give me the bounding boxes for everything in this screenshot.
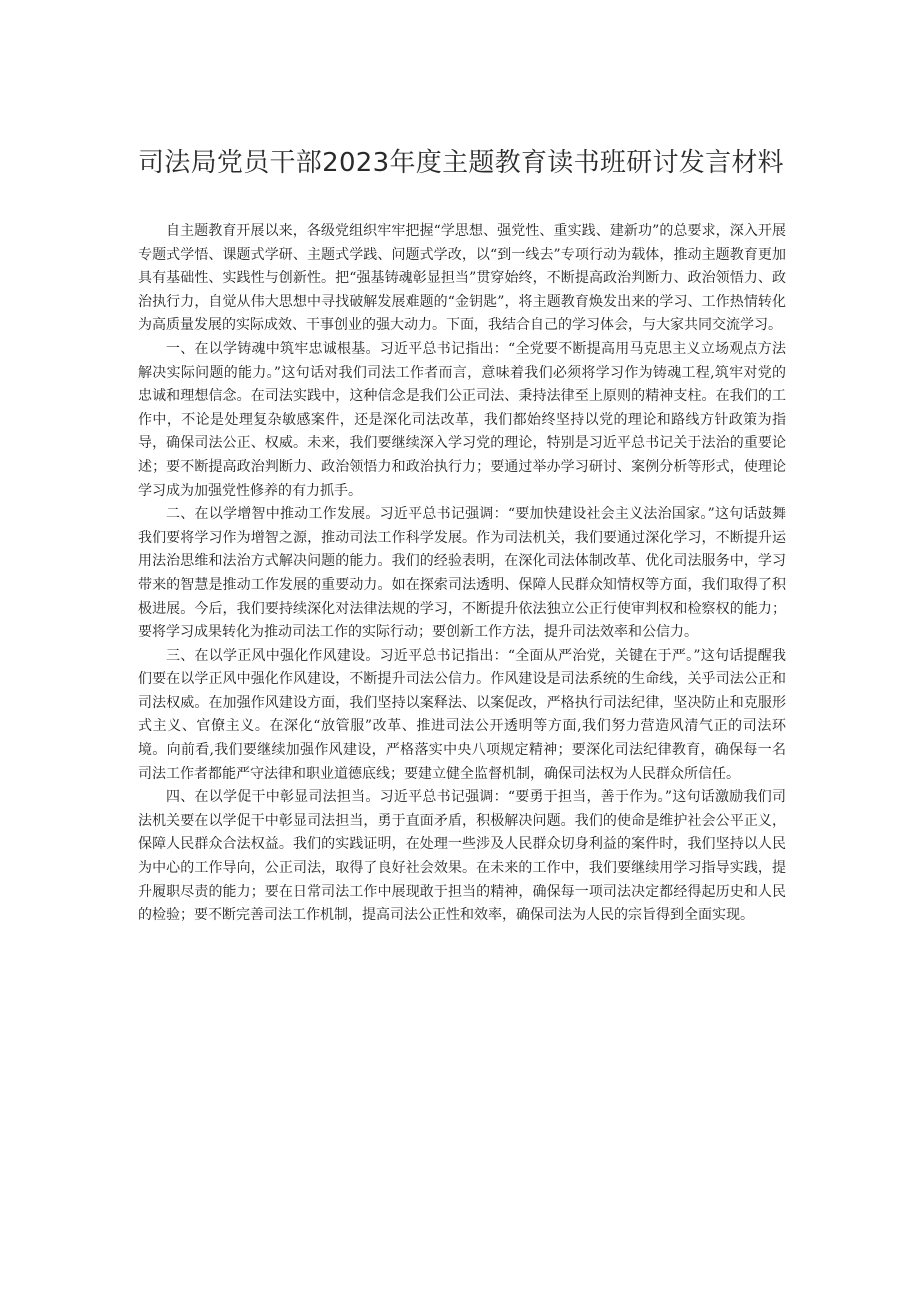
- paragraph-section-3: 三、在以学正风中强化作风建设。习近平总书记指出：“全面从严治党，关键在于严。”这句话提醒我们要在以学正风中强化作风建设，不断提升司法公信力。作风建设是司法系统的生命线，关乎司法公正和司法权威。在加强作风建设方面，我们坚持以案释法、以案促改，严格执行司法纪律，坚决防止和克服形式主义、官僚主义。在深化“放管服”改革、推进司法公开透明等方面,我们努力营造风清气正的司法环境。向前看,我们要继续加强作风建设，严格落实中央八项规定精神；要深化司法纪律教育，确保每一名司法工作者都能严守法律和职业道德底线；要建立健全监督机制，确保司法权为人民群众所信任。: [138, 647, 786, 782]
- paragraph-section-1: 一、在以学铸魂中筑牢忠诚根基。习近平总书记指出：“全党要不断提高用马克思主义立场观点方法解决实际问题的能力。”这句话对我们司法工作者而言，意味着我们必须将学习作为铸魂工程,筑牢对党的忠诚和理想信念。在司法实践中，这种信念是我们公正司法、秉持法律至上原则的精神支柱。在我们的工作中，不论是处理复杂敏感案件，还是深化司法改革，我们都始终坚持以党的理论和路线方针政策为指导，确保司法公正、权威。未来，我们要继续深入学习党的理论，特别是习近平总书记关于法治的重要论述；要不断提高政治判断力、政治领悟力和政治执行力；要通过举办学习研讨、案例分析等形式，使理论学习成为加强党性修养的有力抓手。: [138, 340, 786, 499]
- paragraph-section-4: 四、在以学促干中彰显司法担当。习近平总书记强调：“要勇于担当，善于作为。”这句话激励我们司法机关要在以学促干中彰显司法担当，勇于直面矛盾，积极解决问题。我们的使命是维护社会公平正义，保障人民群众合法权益。我们的实践证明，在处理一些涉及人民群众切身利益的案件时，我们坚持以人民为中心的工作导向，公正司法，取得了良好社会效果。在未来的工作中，我们要继续用学习指导实践，提升履职尽责的能力；要在日常司法工作中展现敢于担当的精神，确保每一项司法决定都经得起历史和人民的检验；要不断完善司法工作机制，提高司法公正性和效率，确保司法为人民的宗旨得到全面实现。: [138, 789, 786, 924]
- document-title: 司法局党员干部2023年度主题教育读书班研讨发言材料: [138, 148, 784, 178]
- paragraph-section-2: 二、在以学增智中推动工作发展。习近平总书记强调：“要加快建设社会主义法治国家。”这句话鼓舞我们要将学习作为增智之源，推动司法工作科学发展。作为司法机关，我们要通过深化学习，不断提升运用法治思维和法治方式解决问题的能力。我们的经验表明，在深化司法体制改革、优化司法服务中，学习带来的智慧是推动工作发展的重要动力。如在探索司法透明、保障人民群众知情权等方面，我们取得了积极进展。今后，我们要持续深化对法律法规的学习，不断提升依法独立公正行使审判权和检察权的能力；要将学习成果转化为推动司法工作的实际行动；要创新工作方法，提升司法效率和公信力。: [138, 506, 786, 641]
- paragraph-intro: 自主题教育开展以来，各级党组织牢牢把握“学思想、强党性、重实践、建新功”的总要求，深入开展专题式学悟、课题式学研、主题式学践、问题式学改，以“到一线去”专项行动为载体，推动主题教育更加具有基础性、实践性与创新性。把“强基铸魂彰显担当”贯穿始终，不断提高政治判断力、政治领悟力、政治执行力，自觉从伟大思想中寻找破解发展难题的“金钥匙”，将主题教育焕发出来的学习、工作热情转化为高质量发展的实际成效、干事创业的强大动力。下面，我结合自己的学习体会，与大家共同交流学习。: [138, 223, 786, 334]
- document-page: [138, 140, 786, 928]
